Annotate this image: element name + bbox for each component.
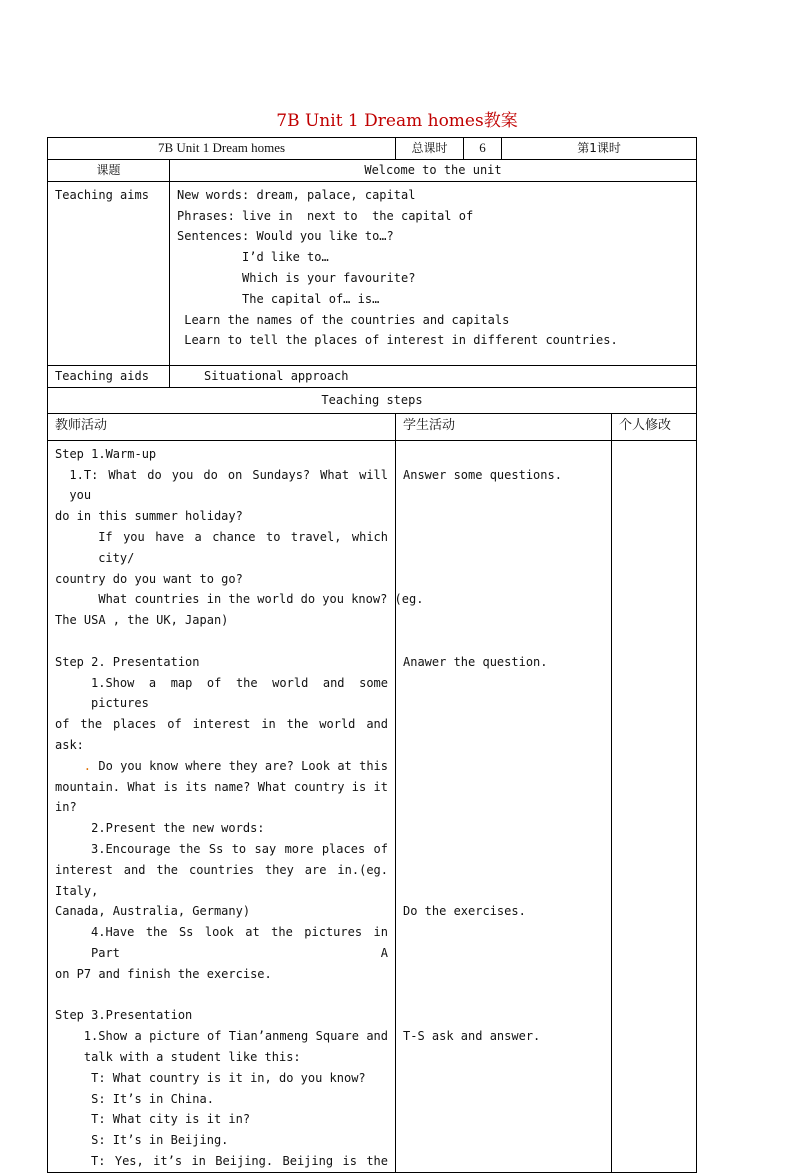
student-line bbox=[403, 985, 604, 1006]
teacher-column-header: 教师活动 bbox=[48, 413, 396, 440]
aims-label: Teaching aims bbox=[48, 181, 170, 365]
student-line bbox=[403, 693, 604, 714]
student-line bbox=[403, 797, 604, 818]
steps-heading-row bbox=[48, 387, 697, 413]
topic-label: 课题 bbox=[48, 160, 170, 182]
teacher-line: T: What country is it in, do you know? bbox=[55, 1070, 366, 1085]
student-line: T-S ask and answer. bbox=[403, 1029, 541, 1044]
teacher-line: of the places of interest in the world and ask: bbox=[55, 717, 388, 752]
teacher-line: What countries in the world do you know? (eg. bbox=[55, 592, 424, 607]
aims-line: The capital of… is… bbox=[177, 291, 380, 306]
columns-row bbox=[48, 413, 697, 440]
student-line bbox=[403, 506, 604, 527]
teacher-line bbox=[55, 985, 388, 1006]
student-line bbox=[403, 922, 604, 943]
period-number: 第1课时 bbox=[502, 138, 697, 160]
aims-content bbox=[170, 181, 697, 365]
teacher-line: Canada, Australia, Germany) bbox=[55, 904, 251, 919]
teacher-line: do in this summer holiday? bbox=[55, 509, 243, 524]
aids-row bbox=[48, 365, 697, 387]
aims-line: Sentences: Would you like to…? bbox=[177, 229, 394, 244]
student-line bbox=[403, 673, 604, 694]
student-lines bbox=[403, 444, 604, 1047]
student-line bbox=[403, 735, 604, 756]
teacher-line: Step 1.Warm-up bbox=[55, 446, 157, 461]
student-line bbox=[403, 777, 604, 798]
teacher-line: Step 3.Presentation bbox=[55, 1008, 193, 1023]
student-line bbox=[403, 860, 604, 881]
aims-line: New words: dream, palace, capital bbox=[177, 187, 416, 202]
student-line bbox=[403, 881, 604, 902]
student-line bbox=[403, 964, 604, 985]
teacher-line: Step 2. Presentation bbox=[55, 654, 200, 669]
lesson-plan-table bbox=[47, 137, 697, 1173]
teacher-line: If you have a chance to travel, which city/ bbox=[98, 529, 388, 565]
student-line bbox=[403, 589, 604, 610]
aims-line: I’d like to… bbox=[177, 250, 329, 265]
aims-line: Learn to tell the places of interest in different countries. bbox=[177, 333, 618, 348]
topic-row bbox=[48, 160, 697, 182]
teacher-line: S: It’s in Beijing. bbox=[55, 1133, 229, 1148]
student-line bbox=[403, 714, 604, 735]
student-line bbox=[403, 527, 604, 548]
teacher-line: The USA , the UK, Japan) bbox=[55, 613, 229, 628]
teacher-line: 4.Have the Ss look at the pictures in Part A bbox=[91, 925, 388, 960]
teacher-line: 2.Present the new words: bbox=[55, 821, 265, 836]
steps-heading: Teaching steps bbox=[48, 387, 697, 413]
student-line bbox=[403, 818, 604, 839]
teacher-line: T: Yes, it’s in Beijing. Beijing is the bbox=[91, 1153, 388, 1168]
student-activities bbox=[396, 440, 612, 1172]
teacher-line: 1.Show a picture of Tian’anmeng Square and bbox=[83, 1029, 388, 1044]
teacher-line: T: What city is it in? bbox=[55, 1112, 251, 1127]
aims-lines bbox=[177, 185, 689, 351]
student-column-header: 学生活动 bbox=[396, 413, 612, 440]
personal-column-header: 个人修改 bbox=[612, 413, 697, 440]
student-line bbox=[403, 610, 604, 631]
student-line: Do the exercises. bbox=[403, 904, 526, 919]
teacher-line bbox=[55, 631, 388, 652]
teacher-line: 3.Encourage the Ss to say more places of bbox=[91, 841, 388, 856]
total-periods-label: 总课时 bbox=[396, 138, 464, 160]
student-line bbox=[403, 631, 604, 652]
teacher-line: 1.Show a map of the world and some pictures bbox=[91, 675, 388, 711]
teacher-activities bbox=[48, 440, 424, 1172]
student-line bbox=[403, 839, 604, 860]
teacher-line: country do you want to go? bbox=[55, 571, 243, 586]
student-line bbox=[403, 485, 604, 506]
bullet-dot: . bbox=[83, 758, 92, 773]
student-line bbox=[403, 943, 604, 964]
student-line bbox=[403, 548, 604, 569]
aids-label: Teaching aids bbox=[48, 365, 170, 387]
aims-line: Learn the names of the countries and capitals bbox=[177, 312, 510, 327]
student-line bbox=[403, 569, 604, 590]
header-row bbox=[48, 138, 697, 160]
steps-content-row bbox=[48, 440, 697, 1172]
student-line bbox=[403, 1005, 604, 1026]
aims-row bbox=[48, 181, 697, 365]
student-line: Anawer the question. bbox=[403, 654, 548, 669]
teacher-lines bbox=[55, 444, 424, 1172]
teacher-line: on P7 and finish the exercise. bbox=[55, 966, 272, 981]
topic-value: Welcome to the unit bbox=[170, 160, 697, 182]
teacher-line: interest and the countries they are in.(eg. Italy, bbox=[55, 862, 388, 898]
teacher-line: 1.T: What do you do on Sundays? What will you bbox=[69, 467, 388, 503]
student-line: Answer some questions. bbox=[403, 467, 562, 482]
teacher-line bbox=[55, 756, 388, 777]
lesson-name: 7B Unit 1 Dream homes bbox=[48, 138, 396, 160]
teacher-line: talk with a student like this: bbox=[55, 1049, 301, 1064]
total-periods-value: 6 bbox=[464, 138, 502, 160]
aims-line: Which is your favourite? bbox=[177, 270, 416, 285]
aims-line: Phrases: live in next to the capital of bbox=[177, 208, 474, 223]
document-title: 7B Unit 1 Dream homes教案 bbox=[276, 111, 518, 131]
student-line bbox=[403, 756, 604, 777]
teacher-line: mountain. What is its name? What country is it in? bbox=[55, 779, 388, 815]
question-text: Do you know where they are? Look at this bbox=[91, 758, 388, 773]
teacher-line: S: It’s in China. bbox=[55, 1091, 214, 1106]
personal-notes bbox=[612, 440, 697, 1172]
aids-value: Situational approach bbox=[170, 365, 697, 387]
student-line bbox=[403, 444, 604, 465]
